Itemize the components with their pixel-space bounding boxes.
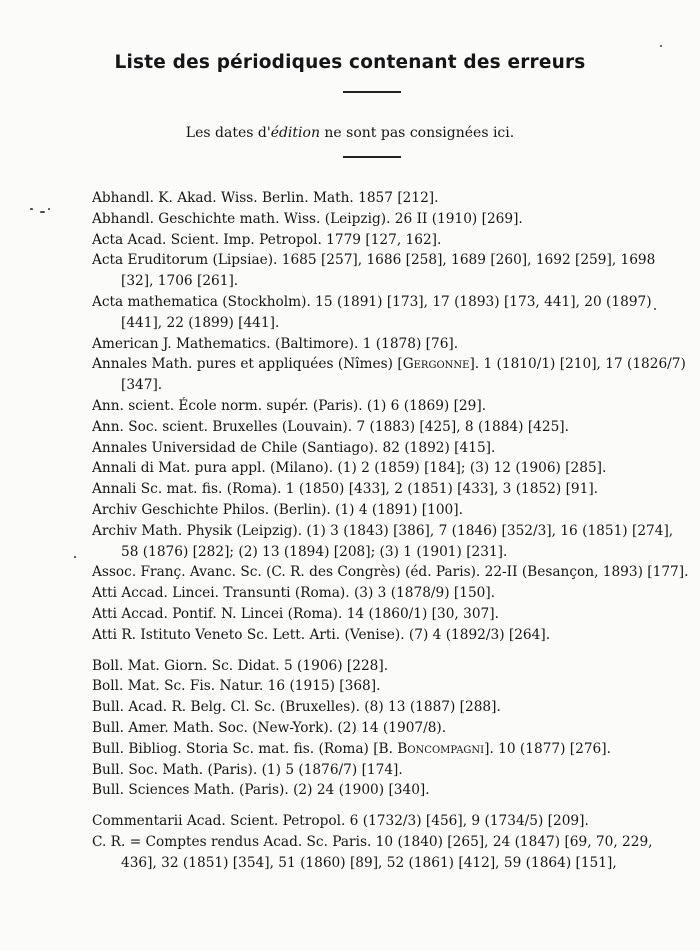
entry-editor-name: Boncompagni — [397, 740, 485, 757]
entry-text-continued: ]. 10 (1877) [276]. — [484, 740, 611, 757]
page-subtitle — [0, 125, 700, 141]
entry-text: C. R. = Comptes rendus Acad. Sc. Paris. 10 (1840) [265], 24 (1847) [69, 70, 229, 436], 32 (1851) [354], 51 (1860) [89], 52 (1861) [412], 59 (1864) [151], — [92, 833, 653, 871]
entry-text: Bull. Sciences Math. (Paris). (2) 24 (1900) [340]. — [92, 782, 430, 799]
periodical-entry — [92, 625, 692, 646]
entry-text: Annali di Mat. pura appl. (Milano). (1) 2 (1859) [184]; (3) 12 (1906) [285]. — [92, 460, 607, 477]
entry-text: Atti Accad. Lincei. Transunti (Roma). (3) 3 (1878/9) [150]. — [92, 585, 496, 602]
periodical-entry — [92, 209, 692, 230]
scan-speck — [48, 208, 50, 210]
periodical-entry — [92, 562, 692, 583]
entry-text: Atti R. Istituto Veneto Sc. Lett. Arti. (Venise). (7) 4 (1892/3) [264]. — [92, 626, 551, 643]
periodical-entry — [92, 739, 692, 760]
periodical-entry — [92, 500, 692, 521]
scan-speck — [30, 208, 33, 210]
periodical-entry — [92, 334, 692, 355]
entry-text: Acta Acad. Scient. Imp. Petropol. 1779 [127, 162]. — [92, 231, 442, 248]
entry-text: Assoc. Franç. Avanc. Sc. (C. R. des Congrès) (éd. Paris). 22-II (Besançon, 1893) [177]. — [92, 564, 689, 581]
periodical-entry — [92, 250, 692, 292]
periodical-entry — [92, 396, 692, 417]
page-title: Liste des périodiques contenant des erreurs — [114, 52, 586, 73]
entry-text: Commentarii Acad. Scient. Petropol. 6 (1732/3) [456], 9 (1734/5) [209]. — [92, 813, 589, 830]
entry-text: Boll. Mat. Giorn. Sc. Didat. 5 (1906) [228]. — [92, 657, 389, 674]
entry-text: Bull. Bibliog. Storia Sc. mat. fis. (Roma) [B. — [92, 740, 398, 757]
entry-text-continued: ]. 1 (1810/1) [210], 17 (1826/7) [347]. — [121, 356, 686, 394]
periodical-entry — [92, 354, 692, 396]
periodical-entry — [92, 438, 692, 459]
periodical-list — [92, 188, 692, 874]
periodical-entry — [92, 656, 692, 677]
entry-text: Archiv Geschichte Philos. (Berlin). (1) 4 (1891) [100]. — [92, 501, 463, 518]
entry-text: Bull. Soc. Math. (Paris). (1) 5 (1876/7) [174]. — [92, 761, 403, 778]
entry-text: Annali Sc. mat. fis. (Roma). 1 (1850) [433], 2 (1851) [433], 3 (1852) [91]. — [92, 481, 599, 498]
entry-text: Boll. Mat. Sc. Fis. Natur. 16 (1915) [368]. — [92, 678, 381, 695]
entry-text: American J. Mathematics. (Baltimore). 1 (1878) [76]. — [92, 335, 459, 352]
entry-text: Atti Accad. Pontif. N. Lincei (Roma). 14 (1860/1) [30, 307]. — [92, 605, 499, 622]
periodical-entry — [92, 521, 692, 563]
subtitle-text-before: Les dates d' — [185, 125, 271, 141]
periodical-entry — [92, 760, 692, 781]
periodical-entry — [92, 458, 692, 479]
scan-speck — [74, 556, 76, 558]
entry-text: Bull. Amer. Math. Soc. (New-York). (2) 14 (1907/8). — [92, 719, 447, 736]
entry-editor-name: Gergonne — [402, 356, 470, 373]
periodical-entry — [92, 832, 692, 874]
title-rule — [343, 91, 401, 93]
entry-text: Abhandl. Geschichte math. Wiss. (Leipzig). 26 II (1910) [269]. — [92, 210, 523, 227]
entry-text: Ann. Soc. scient. Bruxelles (Louvain). 7 (1883) [425], 8 (1884) [425]. — [92, 418, 569, 435]
periodical-entry — [92, 811, 692, 832]
periodical-entry — [92, 188, 692, 209]
periodical-entry — [92, 697, 692, 718]
periodical-entry — [92, 676, 692, 697]
periodical-entry — [92, 417, 692, 438]
scan-speck — [660, 45, 662, 47]
periodical-entry — [92, 604, 692, 625]
scan-speck — [654, 308, 656, 310]
periodical-entry — [92, 230, 692, 251]
periodical-entry — [92, 479, 692, 500]
scan-speck — [40, 211, 45, 213]
periodical-entry — [92, 292, 692, 334]
subtitle-text-after: ne sont pas consignées ici. — [319, 125, 515, 141]
periodical-entry — [92, 718, 692, 739]
entry-text: Acta mathematica (Stockholm). 15 (1891) [173], 17 (1893) [173, 441], 20 (1897) [441], 22 (1899) [441]. — [92, 293, 652, 331]
periodical-entry — [92, 780, 692, 801]
entry-text: Abhandl. K. Akad. Wiss. Berlin. Math. 1857 [212]. — [92, 190, 439, 206]
subtitle-italic: édition — [270, 125, 320, 141]
entry-text: Annales Universidad de Chile (Santiago). 82 (1892) [415]. — [92, 439, 496, 456]
periodical-entry — [92, 583, 692, 604]
entry-text: Annales Math. pures et appliquées (Nîmes) [ — [92, 356, 403, 373]
subtitle-rule — [343, 156, 401, 158]
entry-text: Bull. Acad. R. Belg. Cl. Sc. (Bruxelles). (8) 13 (1887) [288]. — [92, 699, 501, 716]
entry-text: Archiv Math. Physik (Leipzig). (1) 3 (1843) [386], 7 (1846) [352/3], 16 (1851) [274], 58 (1876) [282]; (2) 13 (1894) [208]; (3) 1 (1901) [231]. — [92, 522, 674, 560]
entry-text: Acta Eruditorum (Lipsiae). 1685 [257], 1686 [258], 1689 [260], 1692 [259], 1698 [32], 1706 [261]. — [92, 252, 656, 290]
entry-text: Ann. scient. École norm. supér. (Paris). (1) 6 (1869) [29]. — [92, 397, 487, 414]
